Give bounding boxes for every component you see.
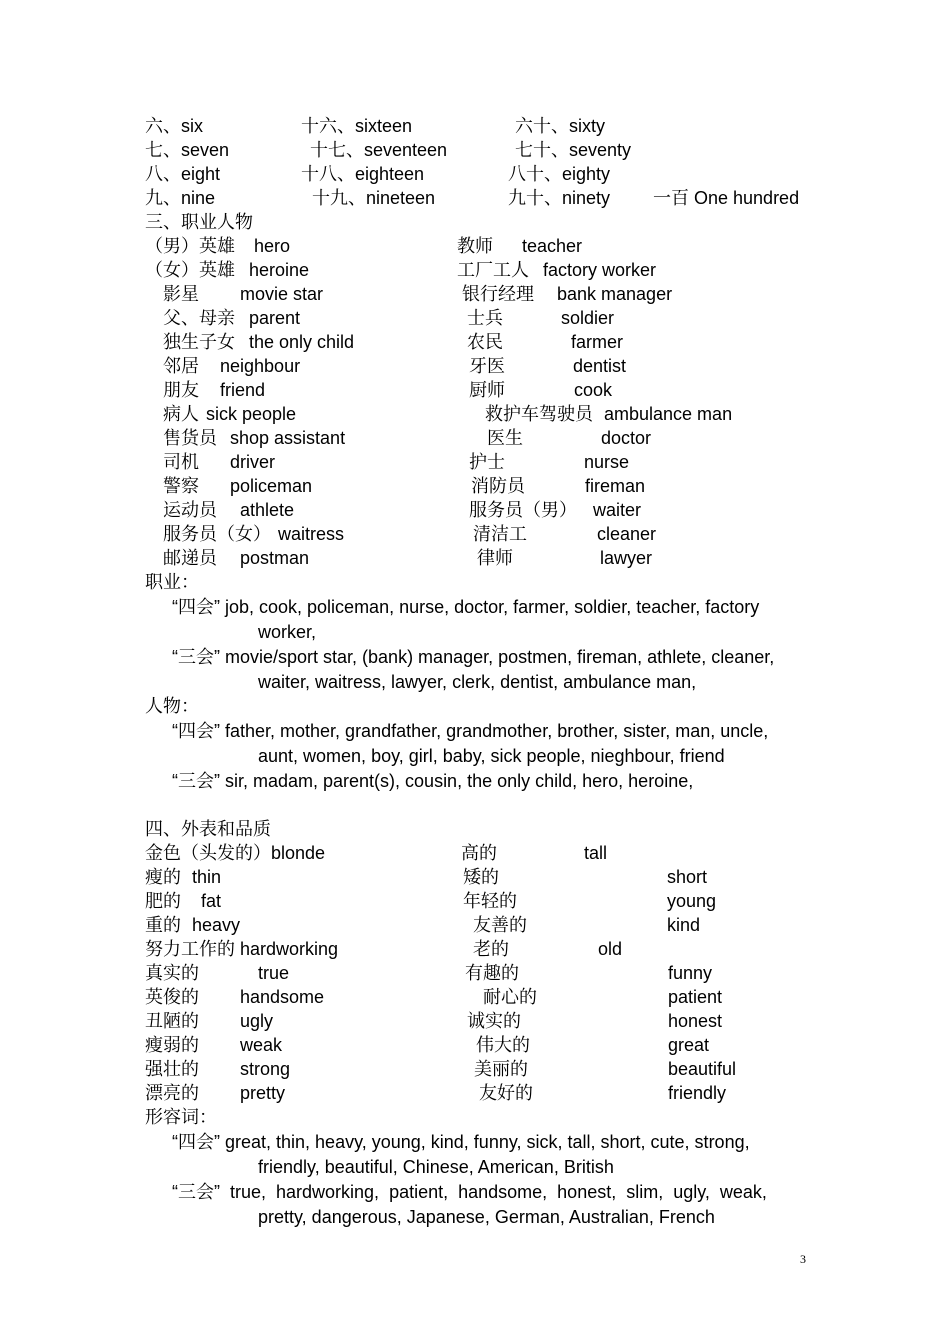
- people-four-line: aunt, women, boy, girl, baby, sick people, nieghbour, friend: [258, 746, 725, 766]
- occupation-cn: 工厂工人: [457, 260, 529, 280]
- adjective-cn: 英俊的: [145, 987, 199, 1007]
- adj-three-line: “三会” true, hardworking, patient, handsome, honest, slim, ugly, weak,: [172, 1182, 767, 1202]
- occupation-en: heroine: [249, 260, 310, 280]
- occupation-en: cleaner: [597, 524, 657, 544]
- occupation-en: teacher: [522, 236, 583, 256]
- job-four-line: “四会” job, cook, policeman, nurse, doctor, farmer, soldier, teacher, factory: [172, 597, 760, 617]
- occupation-en: doctor: [601, 428, 652, 448]
- occupation-cn: （女）英雄: [145, 260, 235, 280]
- adjective-cn: 高的: [461, 843, 497, 863]
- occupation-cn: 病人: [163, 404, 199, 424]
- occupation-en: postman: [240, 548, 310, 568]
- adjective-en: handsome: [240, 987, 325, 1007]
- adjective-en: heavy: [192, 915, 241, 935]
- adjective-en: fat: [201, 891, 222, 911]
- number-word: 七十、seventy: [515, 140, 632, 160]
- adjective-en: friendly: [668, 1083, 727, 1103]
- adjective-cn: 伟大的: [476, 1035, 530, 1055]
- page-number: 3: [800, 1252, 806, 1266]
- adjective-label: 形容词：: [145, 1107, 217, 1127]
- occupation-cn: 邮递员: [163, 548, 217, 568]
- occupation-en: driver: [230, 452, 276, 472]
- occupation-en: soldier: [561, 308, 615, 328]
- adj-four-line: “四会” great, thin, heavy, young, kind, funny, sick, tall, short, cute, strong,: [172, 1132, 750, 1152]
- occupation-en: fireman: [585, 476, 646, 496]
- adjective-cn: 重的: [145, 915, 181, 935]
- number-word: 六、six: [145, 116, 203, 136]
- adjective-en: funny: [668, 963, 713, 983]
- occupation-cn: 救护车驾驶员: [485, 404, 593, 424]
- occupation-cn: 银行经理: [462, 284, 534, 304]
- number-word: 十九、nineteen: [312, 188, 436, 208]
- adjective-en: honest: [668, 1011, 723, 1031]
- adjective-cn: 漂亮的: [145, 1083, 199, 1103]
- occupation-cn: 独生子女: [163, 332, 235, 352]
- occupation-cn: 服务员（男）: [469, 500, 577, 520]
- occupation-en: farmer: [571, 332, 624, 352]
- number-word: 九十、ninety: [508, 188, 611, 208]
- occupation-en: nurse: [584, 452, 630, 472]
- adjective-cn: 努力工作的 hardworking: [145, 939, 339, 959]
- adjective-en: young: [667, 891, 717, 911]
- job-three-line: “三会” movie/sport star, (bank) manager, postmen, fireman, athlete, cleaner,: [172, 647, 775, 667]
- occupation-en: cook: [574, 380, 613, 400]
- adjective-cn: 真实的: [145, 963, 199, 983]
- people-four-line: “四会” father, mother, grandfather, grandmother, brother, sister, man, uncle,: [172, 721, 769, 741]
- occupation-en: sick people: [206, 404, 297, 424]
- adjective-cn: 友善的: [473, 915, 527, 935]
- occupation-en: athlete: [240, 500, 295, 520]
- adj-four-line: friendly, beautiful, Chinese, American, British: [258, 1157, 614, 1177]
- adjective-cn: 诚实的: [467, 1011, 521, 1031]
- job-label: 职业：: [145, 572, 199, 592]
- occupation-en: hero: [254, 236, 291, 256]
- adjective-en: weak: [240, 1035, 283, 1055]
- adjective-cn: 有趣的: [465, 963, 519, 983]
- occupation-en: lawyer: [600, 548, 653, 568]
- occupation-cn: 清洁工: [473, 524, 527, 544]
- number-word: 六十、sixty: [515, 116, 605, 136]
- occupation-cn: 士兵: [467, 308, 503, 328]
- occupation-cn: 消防员: [471, 476, 525, 496]
- occupation-cn: 朋友: [163, 380, 199, 400]
- occupation-cn: 运动员: [163, 500, 217, 520]
- occupation-cn: 邻居: [163, 356, 199, 376]
- adjective-en: tall: [584, 843, 608, 863]
- occupation-en: ambulance man: [604, 404, 733, 424]
- occupation-en: movie star: [240, 284, 324, 304]
- occupation-en: policeman: [230, 476, 313, 496]
- occupation-cn: （男）英雄: [145, 236, 235, 256]
- adjective-cn: 耐心的: [483, 987, 537, 1007]
- occupation-en: waitress: [278, 524, 345, 544]
- adjective-en: patient: [668, 987, 723, 1007]
- adjective-en: old: [598, 939, 623, 959]
- people-label: 人物：: [145, 696, 199, 716]
- occupation-cn: 服务员（女）: [163, 524, 271, 544]
- adjective-en: beautiful: [668, 1059, 737, 1079]
- adjective-cn: 瘦的: [145, 867, 181, 887]
- adjective-cn: 金色（头发的）blonde: [145, 843, 326, 863]
- adjective-en: true: [258, 963, 290, 983]
- adjective-en: kind: [667, 915, 701, 935]
- adj-three-line: pretty, dangerous, Japanese, German, Australian, French: [258, 1207, 715, 1227]
- job-three-line: waiter, waitress, lawyer, clerk, dentist, ambulance man,: [258, 672, 697, 692]
- number-word: 十八、eighteen: [301, 164, 425, 184]
- job-four-line: worker,: [258, 622, 317, 642]
- number-word: 八十、eighty: [508, 164, 611, 184]
- occupation-cn: 父、母亲: [163, 308, 235, 328]
- number-word: 七、seven: [145, 140, 230, 160]
- number-word: 十六、sixteen: [301, 116, 413, 136]
- section-heading: 四、外表和品质: [145, 819, 271, 839]
- occupation-cn: 农民: [467, 332, 503, 352]
- adjective-cn: 肥的: [145, 891, 181, 911]
- occupation-en: friend: [220, 380, 266, 400]
- occupation-en: waiter: [593, 500, 642, 520]
- occupation-en: neighbour: [220, 356, 301, 376]
- occupation-cn: 厨师: [469, 380, 505, 400]
- section-heading: 三、职业人物: [145, 212, 253, 232]
- number-word: 一百 One hundred: [653, 188, 800, 208]
- number-word: 九、nine: [145, 188, 216, 208]
- adjective-cn: 友好的: [479, 1083, 533, 1103]
- adjective-cn: 强壮的: [145, 1059, 199, 1079]
- adjective-cn: 丑陋的: [145, 1011, 199, 1031]
- adjective-cn: 老的: [473, 939, 509, 959]
- occupation-en: bank manager: [557, 284, 673, 304]
- number-word: 八、eight: [145, 164, 221, 184]
- adjective-cn: 年轻的: [463, 891, 517, 911]
- occupation-cn: 售货员: [163, 428, 217, 448]
- occupation-cn: 律师: [477, 548, 513, 568]
- occupation-cn: 影星: [163, 284, 199, 304]
- adjective-en: strong: [240, 1059, 291, 1079]
- occupation-en: the only child: [249, 332, 355, 352]
- occupation-en: factory worker: [543, 260, 657, 280]
- occupation-en: dentist: [573, 356, 627, 376]
- adjective-en: pretty: [240, 1083, 286, 1103]
- adjective-cn: 美丽的: [474, 1059, 528, 1079]
- occupation-cn: 医生: [487, 428, 523, 448]
- occupation-cn: 牙医: [469, 356, 505, 376]
- number-word: 十七、seventeen: [310, 140, 448, 160]
- people-three-line: “三会” sir, madam, parent(s), cousin, the only child, hero, heroine,: [172, 771, 694, 791]
- occupation-en: shop assistant: [230, 428, 346, 448]
- occupation-cn: 警察: [163, 476, 199, 496]
- adjective-en: thin: [192, 867, 222, 887]
- occupation-en: parent: [249, 308, 301, 328]
- occupation-cn: 护士: [469, 452, 505, 472]
- adjective-cn: 矮的: [463, 867, 499, 887]
- adjective-en: great: [668, 1035, 710, 1055]
- adjective-en: ugly: [240, 1011, 274, 1031]
- occupation-cn: 司机: [163, 452, 199, 472]
- occupation-cn: 教师: [457, 236, 493, 256]
- adjective-en: short: [667, 867, 708, 887]
- adjective-cn: 瘦弱的: [145, 1035, 199, 1055]
